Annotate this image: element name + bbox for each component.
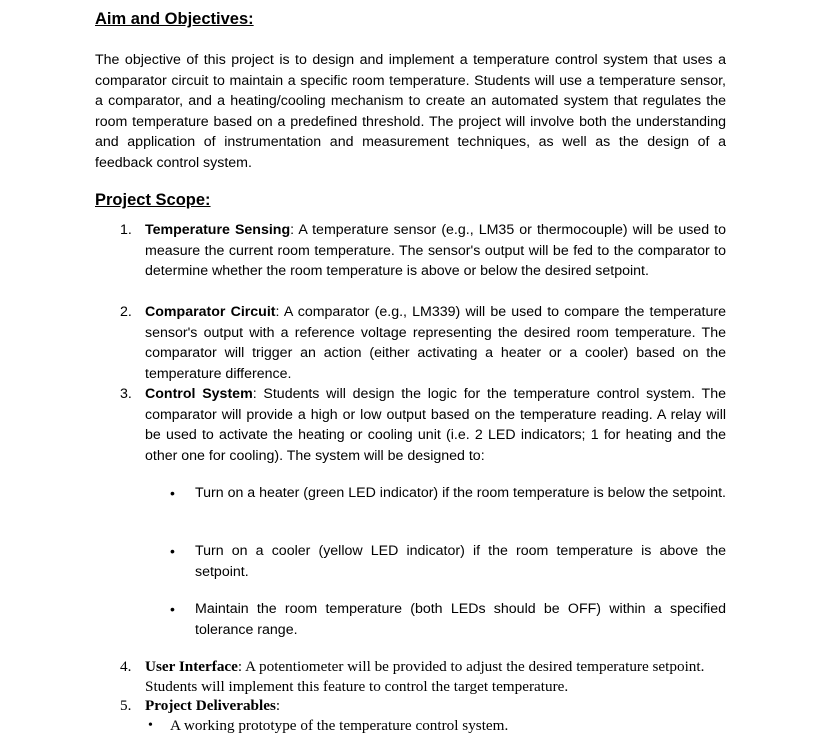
item-text	[145, 696, 726, 716]
bullet-icon: •	[170, 543, 175, 559]
bullet-text: Turn on a cooler (yellow LED indicator) if the room temperature is above the setpoint.	[195, 543, 726, 580]
item-number: 4.	[120, 658, 132, 675]
item-number: 5.	[120, 697, 132, 714]
item-body: : A temperature sensor (e.g., LM35 or thermocouple) will be used to measure the current room temperature. The sensor's output will be fed to the comparator to determine whether the room temperature is above or below the desired setpoint.	[145, 222, 726, 280]
item-body: :	[275, 697, 281, 714]
item-title: User Interface	[145, 658, 238, 675]
item-body: : A potentiometer will be provided to adjust the desired temperature setpoint. Students will implement this feature to control the target temperature.	[145, 658, 705, 695]
aim-heading: Aim and Objectives:	[95, 10, 254, 28]
item-text	[145, 384, 726, 466]
aim-paragraph: The objective of this project is to design and implement a temperature control system that uses a comparator circuit to maintain a specific room temperature. Students will use a temperature sensor, a comparator, and a heating/cooling mechanism to create an automated system that regulates the room temperature based on a predefined threshold. The project will involve both the understanding and application of instrumentation and measurement techniques, as well as the design of a feedback control system.	[95, 52, 726, 171]
item-number: 2.	[120, 304, 132, 320]
bullet-icon: •	[170, 485, 175, 501]
bullet-icon: •	[148, 718, 153, 733]
item-number: 3.	[120, 386, 132, 402]
scope-heading: Project Scope:	[95, 191, 211, 209]
bullet-text: Turn on a heater (green LED indicator) if the room temperature is below the setpoint.	[195, 485, 726, 501]
item-title: Temperature Sensing	[145, 222, 291, 238]
item-title: Control System	[145, 386, 253, 402]
bullet-text: Maintain the room temperature (both LEDs should be OFF) within a specified tolerance range.	[195, 601, 726, 638]
item-body: : Students will design the logic for the temperature control system. The comparator will provide a high or low output based on the temperature reading. A relay will be used to activate the heating or cooling unit (i.e. 2 LED indicators; 1 for heating and the other one for cooling). The system will be designed to:	[145, 386, 726, 464]
item-number: 1.	[120, 222, 132, 238]
item-text	[145, 302, 726, 384]
item-body: : A comparator (e.g., LM339) will be used to compare the temperature sensor's output with a reference voltage representing the desired room temperature. The comparator will trigger an action (either activating a heater or a cooler) based on the temperature difference.	[145, 304, 727, 382]
item-text	[145, 220, 726, 282]
item-text	[145, 657, 720, 697]
item-title: Project Deliverables	[145, 697, 276, 714]
bullet-icon: •	[170, 601, 175, 617]
item-title: Comparator Circuit	[145, 304, 276, 320]
bullet-text: A working prototype of the temperature control system.	[170, 717, 509, 734]
